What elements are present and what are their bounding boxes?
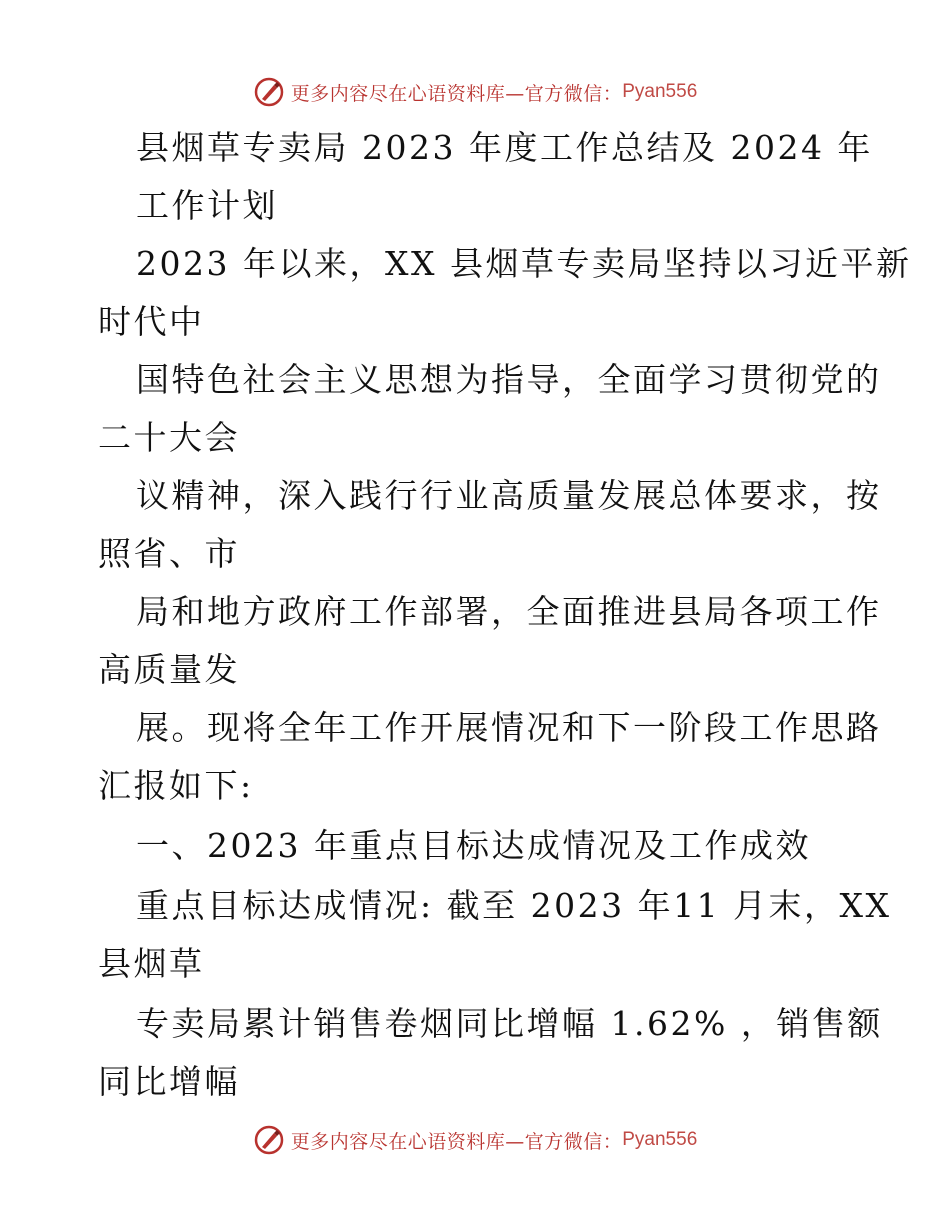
doc-title-line-2: 工作计划 [136,186,278,225]
watermark-contact: Pyan556 [622,81,698,102]
doc-text-line: 时代中 [98,302,205,341]
doc-text-line: 2023 年以来，XX 县烟草专卖局坚持以习近平新 [136,244,912,283]
doc-text-line: 二十大会 [98,418,240,457]
doc-text-line: 汇报如下: [98,766,254,805]
footer-watermark [0,1120,950,1160]
doc-text-line: 国特色社会主义思想为指导，全面学习贯彻党的 [136,360,882,399]
doc-text-line: 重点目标达成情况: 截至 2023 年11 月末，XX [136,886,892,925]
pen-logo-icon [253,76,285,108]
doc-text-line: 县烟草 [98,944,205,983]
doc-title-line-1: 县烟草专卖局 2023 年度工作总结及 2024 年 [136,128,873,167]
doc-text-line: 同比增幅 [98,1062,240,1101]
doc-text-line: 照省、市 [98,534,240,573]
doc-text-line: 专卖局累计销售卷烟同比增幅 1.62% ，销售额 [136,1004,883,1043]
pen-logo-icon [253,1124,285,1156]
section-heading: 一、2023 年重点目标达成情况及工作成效 [136,826,811,865]
header-watermark [0,72,950,112]
watermark-text: 更多内容尽在心语资料库—官方微信： [290,82,623,105]
doc-text-line: 展。现将全年工作开展情况和下一阶段工作思路 [136,708,882,747]
watermark-contact: Pyan556 [622,1129,698,1150]
doc-text-line: 高质量发 [98,650,240,689]
doc-text-line: 局和地方政府工作部署，全面推进县局各项工作 [136,592,882,631]
watermark-text: 更多内容尽在心语资料库—官方微信： [290,1130,623,1153]
doc-text-line: 议精神，深入践行行业高质量发展总体要求，按 [136,476,882,515]
